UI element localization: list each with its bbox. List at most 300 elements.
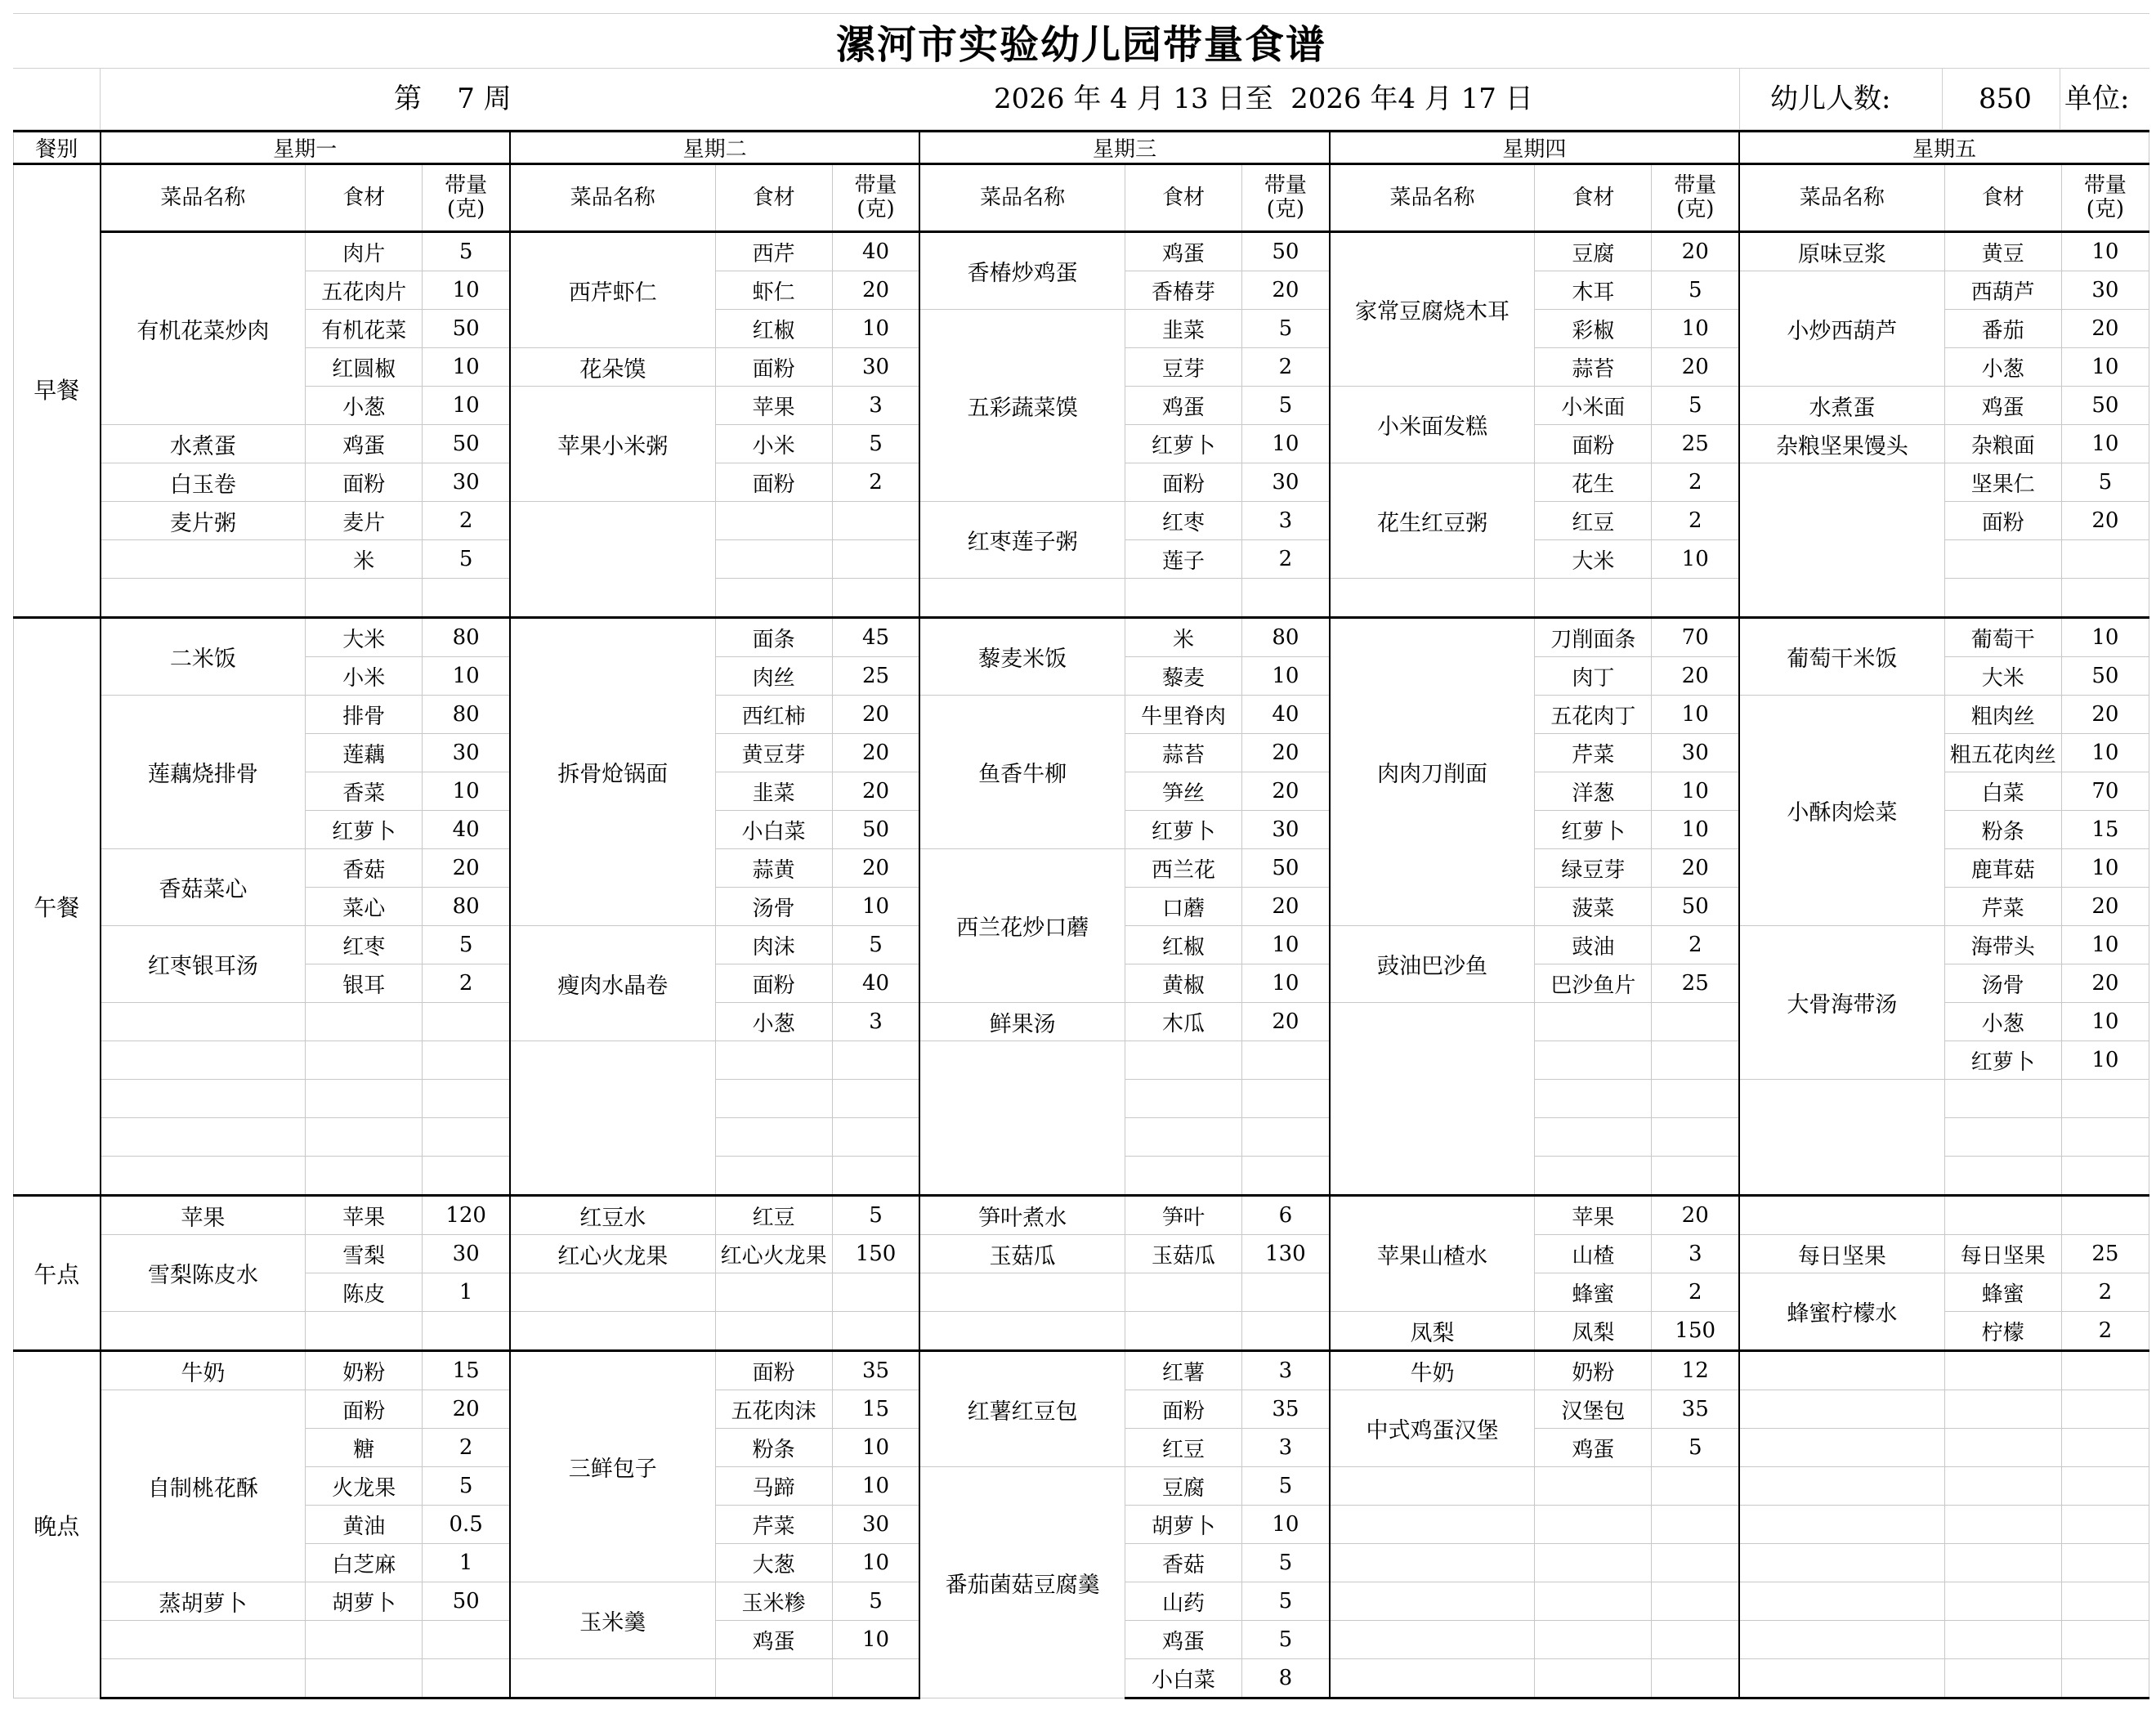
dish-name: 凤梨 <box>1330 1312 1535 1351</box>
ingredient-name: 韭菜 <box>715 772 832 811</box>
ingredient-name <box>1944 1659 2061 1698</box>
dish-name <box>1739 1429 1944 1467</box>
ingredient-name: 鸡蛋 <box>1125 387 1241 425</box>
ingredient-amount: 5 <box>1652 1429 1739 1467</box>
ingredient-amount: 2 <box>423 1429 510 1467</box>
dish-name <box>510 1659 715 1698</box>
ingredient-amount: 10 <box>1652 696 1739 734</box>
ingredient-amount: 15 <box>423 1351 510 1390</box>
ingredient-name: 柠檬 <box>1944 1312 2061 1351</box>
ingredient-amount <box>2061 1429 2149 1467</box>
ingredient-name: 豆腐 <box>1125 1467 1241 1506</box>
ingredient-name: 雪梨 <box>306 1235 423 1273</box>
ingredient-amount <box>2061 1390 2149 1429</box>
ingredient-name: 红萝卜 <box>1125 811 1241 849</box>
ingredient-name: 大葱 <box>715 1544 832 1582</box>
ingredient-amount <box>423 1157 510 1196</box>
dish-name: 鲜果汤 <box>919 1003 1125 1041</box>
ingredient-name <box>1944 1196 2061 1235</box>
ingredient-name: 豆腐 <box>1535 232 1652 271</box>
ingredient-name: 山楂 <box>1535 1235 1652 1273</box>
ingredient-name: 红薯 <box>1125 1351 1241 1390</box>
ingredient-amount <box>2061 1118 2149 1157</box>
ingredient-amount: 50 <box>423 310 510 348</box>
day-header: 星期四 <box>1330 132 1739 164</box>
week-number: 第 7 周 <box>394 83 512 115</box>
ingredient-name: 面条 <box>715 618 832 657</box>
ingredient-name <box>715 540 832 579</box>
dish-name <box>1330 1003 1535 1196</box>
ingredient-name <box>1125 1080 1241 1118</box>
ingredient-name: 芹菜 <box>715 1506 832 1544</box>
ingredient-name: 苹果 <box>306 1196 423 1235</box>
ingredient-name <box>306 1118 423 1157</box>
ingredient-name <box>1944 1080 2061 1118</box>
ingredient-name <box>306 1157 423 1196</box>
ingredient-name: 彩椒 <box>1535 310 1652 348</box>
amount-column-header: 带量 (克) <box>2061 164 2149 232</box>
ingredient-name: 大米 <box>306 618 423 657</box>
menu-row <box>14 1196 2149 1235</box>
ingredient-amount <box>1242 1312 1330 1351</box>
ingredient-amount: 20 <box>832 271 919 310</box>
meal-label: 午餐 <box>14 618 101 1196</box>
ingredient-amount: 3 <box>1652 1235 1739 1273</box>
dish-name: 小米面发糕 <box>1330 387 1535 463</box>
ingredient-amount: 15 <box>2061 811 2149 849</box>
ingredient-amount: 10 <box>1242 425 1330 463</box>
dish-name <box>1330 579 1535 618</box>
ingredient-name <box>715 1273 832 1312</box>
ingredient-amount: 10 <box>2061 734 2149 772</box>
ingredient-name: 红枣 <box>1125 502 1241 540</box>
ingredient-name: 芹菜 <box>1944 888 2061 926</box>
ingredient-name: 海带头 <box>1944 926 2061 964</box>
ingredient-amount <box>832 1273 919 1312</box>
ingredient-name <box>715 1041 832 1080</box>
ingredient-name <box>1944 1467 2061 1506</box>
ingredient-name: 玉菇瓜 <box>1125 1235 1241 1273</box>
ingredient-name <box>1535 1080 1652 1118</box>
ingredient-name: 小葱 <box>306 387 423 425</box>
ingredient-amount: 10 <box>2061 1041 2149 1080</box>
dish-name <box>101 579 306 618</box>
menu-row <box>14 1351 2149 1390</box>
dish-name: 牛奶 <box>101 1351 306 1390</box>
ingredient-amount <box>2061 1582 2149 1621</box>
ingredient-amount: 5 <box>1242 310 1330 348</box>
ingredient-name: 蜂蜜 <box>1535 1273 1652 1312</box>
ingredient-amount <box>2061 1157 2149 1196</box>
ingredient-name: 小白菜 <box>715 811 832 849</box>
ingredient-amount <box>423 1621 510 1659</box>
ingredient-name: 鸡蛋 <box>1535 1429 1652 1467</box>
ingredient-name <box>715 1659 832 1698</box>
ingredient-name: 黄椒 <box>1125 964 1241 1003</box>
ingredient-name: 鸡蛋 <box>1944 387 2061 425</box>
ingredient-name: 虾仁 <box>715 271 832 310</box>
ingredient-name <box>715 1118 832 1157</box>
ingredient-amount <box>2061 1196 2149 1235</box>
ingredient-amount: 20 <box>1242 772 1330 811</box>
ingredient-name: 肉丁 <box>1535 657 1652 696</box>
ingredient-amount: 20 <box>2061 964 2149 1003</box>
ingredient-amount: 1 <box>423 1273 510 1312</box>
ingredient-amount <box>423 1003 510 1041</box>
dish-name: 西兰花炒口蘑 <box>919 849 1125 1003</box>
ingredient-name <box>1125 1312 1241 1351</box>
ingredient-amount <box>832 1312 919 1351</box>
ingredient-amount <box>423 1118 510 1157</box>
ingredient-name <box>306 1041 423 1080</box>
ingredient-amount: 20 <box>1652 348 1739 387</box>
ingredient-name <box>306 1659 423 1698</box>
children-count: 850 <box>1979 83 2032 115</box>
ingredient-name: 红枣 <box>306 926 423 964</box>
ingredient-name: 豉油 <box>1535 926 1652 964</box>
ingredient-name <box>715 502 832 540</box>
ingredient-amount: 10 <box>1652 772 1739 811</box>
dish-name: 莲藕烧排骨 <box>101 696 306 849</box>
ingredient-name: 肉沫 <box>715 926 832 964</box>
ingredient-name: 巴沙鱼片 <box>1535 964 1652 1003</box>
ingredient-amount: 120 <box>423 1196 510 1235</box>
ingredient-amount: 2 <box>832 463 919 502</box>
dish-name: 自制桃花酥 <box>101 1390 306 1582</box>
dish-name <box>1330 1621 1535 1659</box>
ingredient-name: 鹿茸菇 <box>1944 849 2061 888</box>
dish-name <box>1330 1544 1535 1582</box>
dish-name: 原味豆浆 <box>1739 232 1944 271</box>
dish-name: 有机花菜炒肉 <box>101 232 306 425</box>
dish-name: 红枣银耳汤 <box>101 926 306 1003</box>
dish-name <box>510 502 715 618</box>
ingredient-name <box>1944 1157 2061 1196</box>
ingredient-name: 火龙果 <box>306 1467 423 1506</box>
ingredient-name <box>1125 1118 1241 1157</box>
menu-row <box>14 232 2149 271</box>
dish-name <box>919 1273 1125 1312</box>
ingredient-amount: 5 <box>1242 1467 1330 1506</box>
dish-name <box>101 1041 306 1080</box>
ingredient-amount: 2 <box>423 964 510 1003</box>
dish-name <box>1739 1582 1944 1621</box>
ingredient-name <box>1944 1621 2061 1659</box>
ingredient-name: 粗肉丝 <box>1944 696 2061 734</box>
ingredient-amount: 5 <box>423 1467 510 1506</box>
ingredient-amount: 3 <box>1242 1351 1330 1390</box>
ingredient-name: 白芝麻 <box>306 1544 423 1582</box>
dish-name: 杂粮坚果馒头 <box>1739 425 1944 463</box>
ingredient-amount <box>832 579 919 618</box>
ingredient-name: 糖 <box>306 1429 423 1467</box>
ingredient-name: 银耳 <box>306 964 423 1003</box>
dish-name <box>1330 1506 1535 1544</box>
ingredient-amount: 10 <box>423 348 510 387</box>
ingredient-amount: 40 <box>1242 696 1330 734</box>
dish-name: 红豆水 <box>510 1196 715 1235</box>
ingredient-amount: 5 <box>1242 1544 1330 1582</box>
ingredient-name: 大米 <box>1535 540 1652 579</box>
ingredient-name: 香椿芽 <box>1125 271 1241 310</box>
dish-name: 藜麦米饭 <box>919 618 1125 696</box>
ingredient-amount: 5 <box>1242 387 1330 425</box>
ingredient-name: 大米 <box>1944 657 2061 696</box>
ingredient-amount <box>2061 579 2149 618</box>
ingredient-amount: 130 <box>1242 1235 1330 1273</box>
ingredient-name: 汤骨 <box>715 888 832 926</box>
ingredient-amount: 20 <box>1242 271 1330 310</box>
children-count-label: 幼儿人数: <box>1770 83 1891 115</box>
ingredient-name: 豆芽 <box>1125 348 1241 387</box>
ingredient-amount <box>832 1157 919 1196</box>
dish-name: 瘦肉水晶卷 <box>510 926 715 1041</box>
ingredient-amount: 10 <box>2061 849 2149 888</box>
meal-column-header: 餐别 <box>14 132 101 164</box>
ingredient-amount: 20 <box>2061 502 2149 540</box>
ingredient-amount: 20 <box>1652 232 1739 271</box>
dish-name: 西芹虾仁 <box>510 232 715 348</box>
ingredient-name <box>1535 1506 1652 1544</box>
ingredient-amount: 10 <box>2061 425 2149 463</box>
dish-name: 苹果小米粥 <box>510 387 715 502</box>
ingredient-amount: 20 <box>1242 734 1330 772</box>
dish-name: 苹果 <box>101 1196 306 1235</box>
ingredient-name: 山药 <box>1125 1582 1241 1621</box>
ingredient-amount: 20 <box>832 772 919 811</box>
ingredient-name: 红豆 <box>1535 502 1652 540</box>
dish-name <box>1739 1390 1944 1429</box>
dish-name: 花生红豆粥 <box>1330 463 1535 579</box>
ingredient-name <box>1944 540 2061 579</box>
ingredient-name <box>306 1312 423 1351</box>
day-header-row <box>14 132 2149 164</box>
ingredient-name: 粉条 <box>715 1429 832 1467</box>
ingredient-amount: 3 <box>832 387 919 425</box>
ingredient-name: 凤梨 <box>1535 1312 1652 1351</box>
ingredient-name <box>306 579 423 618</box>
ingredient-name: 葡萄干 <box>1944 618 2061 657</box>
dish-name: 苹果山楂水 <box>1330 1196 1535 1312</box>
dish-name: 红薯红豆包 <box>919 1351 1125 1467</box>
ingredient-name: 香菜 <box>306 772 423 811</box>
ingredient-name: 排骨 <box>306 696 423 734</box>
dish-name: 三鲜包子 <box>510 1351 715 1582</box>
ingredient-name: 笋叶 <box>1125 1196 1241 1235</box>
dish-name <box>1739 1467 1944 1506</box>
menu-row <box>14 696 2149 734</box>
ingredient-amount: 50 <box>423 425 510 463</box>
ingredient-name: 蒜黄 <box>715 849 832 888</box>
ingredient-amount <box>832 502 919 540</box>
ingredient-name: 小米 <box>306 657 423 696</box>
ingredient-amount: 30 <box>1652 734 1739 772</box>
ingredient-amount: 40 <box>832 964 919 1003</box>
dish-name: 大骨海带汤 <box>1739 926 1944 1080</box>
ingredient-name: 红豆 <box>1125 1429 1241 1467</box>
ingredient-amount: 10 <box>423 657 510 696</box>
ingredient-name: 五花肉片 <box>306 271 423 310</box>
dish-name <box>1739 1659 1944 1698</box>
meal-label: 晚点 <box>14 1351 101 1698</box>
ingredient-amount: 10 <box>1652 310 1739 348</box>
ingredient-amount <box>423 579 510 618</box>
day-header: 星期一 <box>101 132 510 164</box>
dish-name <box>101 1080 306 1118</box>
ingredient-amount: 70 <box>2061 772 2149 811</box>
ingredient-name: 小米 <box>715 425 832 463</box>
dish-name: 小酥肉烩菜 <box>1739 696 1944 926</box>
ingredient-amount: 20 <box>1652 849 1739 888</box>
dish-name: 水煮蛋 <box>101 425 306 463</box>
ingredient-amount: 35 <box>832 1351 919 1390</box>
ingredient-amount: 35 <box>1652 1390 1739 1429</box>
dish-name <box>101 540 306 579</box>
ingredient-amount: 2 <box>1652 502 1739 540</box>
ingredient-amount <box>1652 1041 1739 1080</box>
dish-name <box>1330 1659 1535 1698</box>
ingredient-name: 黄豆芽 <box>715 734 832 772</box>
ingredient-name: 绿豆芽 <box>1535 849 1652 888</box>
ingredient-amount <box>2061 540 2149 579</box>
dish-name <box>510 1312 715 1351</box>
dish-name <box>919 1312 1125 1351</box>
ingredient-name <box>1535 1041 1652 1080</box>
ingredient-amount: 10 <box>423 271 510 310</box>
ingredient-amount: 3 <box>832 1003 919 1041</box>
ingredient-amount: 10 <box>1242 657 1330 696</box>
ingredient-amount <box>1652 1003 1739 1041</box>
ingredient-name <box>715 1312 832 1351</box>
dish-name <box>1330 1582 1535 1621</box>
dish-name: 豉油巴沙鱼 <box>1330 926 1535 1003</box>
dish-name: 拆骨炝锅面 <box>510 618 715 926</box>
ingredient-amount: 8 <box>1242 1659 1330 1698</box>
ingredient-amount <box>832 540 919 579</box>
ingredient-name: 红圆椒 <box>306 348 423 387</box>
ingredient-name <box>1944 1544 2061 1582</box>
ingredient-amount <box>423 1041 510 1080</box>
ingredient-name: 洋葱 <box>1535 772 1652 811</box>
ingredient-name: 面粉 <box>715 1351 832 1390</box>
ingredient-name: 每日坚果 <box>1944 1235 2061 1273</box>
ingredient-amount: 6 <box>1242 1196 1330 1235</box>
ingredient-name: 面粉 <box>1535 425 1652 463</box>
menu-row <box>14 1235 2149 1273</box>
ingredient-amount: 0.5 <box>423 1506 510 1544</box>
ingredient-amount <box>2061 1351 2149 1390</box>
ingredient-name <box>1944 1582 2061 1621</box>
ingredient-amount: 30 <box>423 734 510 772</box>
day-header: 星期五 <box>1739 132 2149 164</box>
column-header-row <box>14 164 2149 232</box>
ingredient-column-header: 食材 <box>715 164 832 232</box>
ingredient-amount: 5 <box>1652 387 1739 425</box>
ingredient-amount: 25 <box>832 657 919 696</box>
dish-name: 二米饭 <box>101 618 306 696</box>
dish-name: 肉肉刀削面 <box>1330 618 1535 926</box>
dish-name: 笋叶煮水 <box>919 1196 1125 1235</box>
ingredient-name: 奶粉 <box>306 1351 423 1390</box>
dish-name: 蜂蜜柠檬水 <box>1739 1273 1944 1351</box>
ingredient-amount: 50 <box>832 811 919 849</box>
ingredient-amount: 10 <box>1652 811 1739 849</box>
ingredient-name: 麦片 <box>306 502 423 540</box>
ingredient-name: 有机花菜 <box>306 310 423 348</box>
dish-name <box>101 1659 306 1698</box>
menu-sheet <box>13 13 2149 1699</box>
ingredient-amount: 5 <box>832 425 919 463</box>
ingredient-amount: 50 <box>1242 849 1330 888</box>
ingredient-name: 西兰花 <box>1125 849 1241 888</box>
ingredient-name: 五花肉沫 <box>715 1390 832 1429</box>
ingredient-amount: 5 <box>2061 463 2149 502</box>
dish-name: 雪梨陈皮水 <box>101 1235 306 1312</box>
ingredient-name: 玉米糁 <box>715 1582 832 1621</box>
page-title: 漯河市实验幼儿园带量食谱 <box>13 13 2149 68</box>
ingredient-name: 牛里脊肉 <box>1125 696 1241 734</box>
ingredient-amount: 3 <box>1242 1429 1330 1467</box>
ingredient-name: 面粉 <box>1944 502 2061 540</box>
ingredient-amount: 5 <box>832 926 919 964</box>
ingredient-amount: 10 <box>2061 618 2149 657</box>
ingredient-amount: 5 <box>832 1196 919 1235</box>
ingredient-amount: 40 <box>832 232 919 271</box>
dish-name <box>101 1157 306 1196</box>
dish-name <box>510 1273 715 1312</box>
ingredient-amount: 80 <box>423 888 510 926</box>
ingredient-name <box>1535 1118 1652 1157</box>
ingredient-name: 西葫芦 <box>1944 271 2061 310</box>
ingredient-amount: 30 <box>2061 271 2149 310</box>
ingredient-name <box>306 1621 423 1659</box>
ingredient-name: 木耳 <box>1535 271 1652 310</box>
ingredient-name: 奶粉 <box>1535 1351 1652 1390</box>
ingredient-name: 红心火龙果 <box>715 1235 832 1273</box>
dish-name: 玉米羹 <box>510 1582 715 1659</box>
dish-column-header: 菜品名称 <box>1330 164 1535 232</box>
ingredient-name: 小白菜 <box>1125 1659 1241 1698</box>
dish-name <box>1739 463 1944 618</box>
ingredient-name <box>1125 579 1241 618</box>
ingredient-amount: 20 <box>2061 310 2149 348</box>
ingredient-amount <box>1652 1621 1739 1659</box>
ingredient-amount <box>2061 1080 2149 1118</box>
ingredient-name: 口蘑 <box>1125 888 1241 926</box>
ingredient-amount: 5 <box>1652 271 1739 310</box>
menu-row <box>14 618 2149 657</box>
ingredient-amount <box>1652 1157 1739 1196</box>
ingredient-amount <box>1652 1080 1739 1118</box>
dish-name <box>1739 1544 1944 1582</box>
ingredient-amount: 15 <box>832 1390 919 1429</box>
ingredient-amount: 10 <box>2061 348 2149 387</box>
ingredient-name: 莲子 <box>1125 540 1241 579</box>
dish-name: 蒸胡萝卜 <box>101 1582 306 1621</box>
ingredient-amount: 50 <box>423 1582 510 1621</box>
ingredient-name: 粉条 <box>1944 811 2061 849</box>
ingredient-amount <box>2061 1467 2149 1506</box>
ingredient-amount: 2 <box>1652 926 1739 964</box>
ingredient-name: 木瓜 <box>1125 1003 1241 1041</box>
ingredient-amount: 150 <box>1652 1312 1739 1351</box>
ingredient-name: 苹果 <box>715 387 832 425</box>
ingredient-amount: 30 <box>1242 463 1330 502</box>
ingredient-name: 蒜苔 <box>1125 734 1241 772</box>
ingredient-name: 西红柿 <box>715 696 832 734</box>
ingredient-amount: 20 <box>1242 1003 1330 1041</box>
dish-name <box>1739 1621 1944 1659</box>
